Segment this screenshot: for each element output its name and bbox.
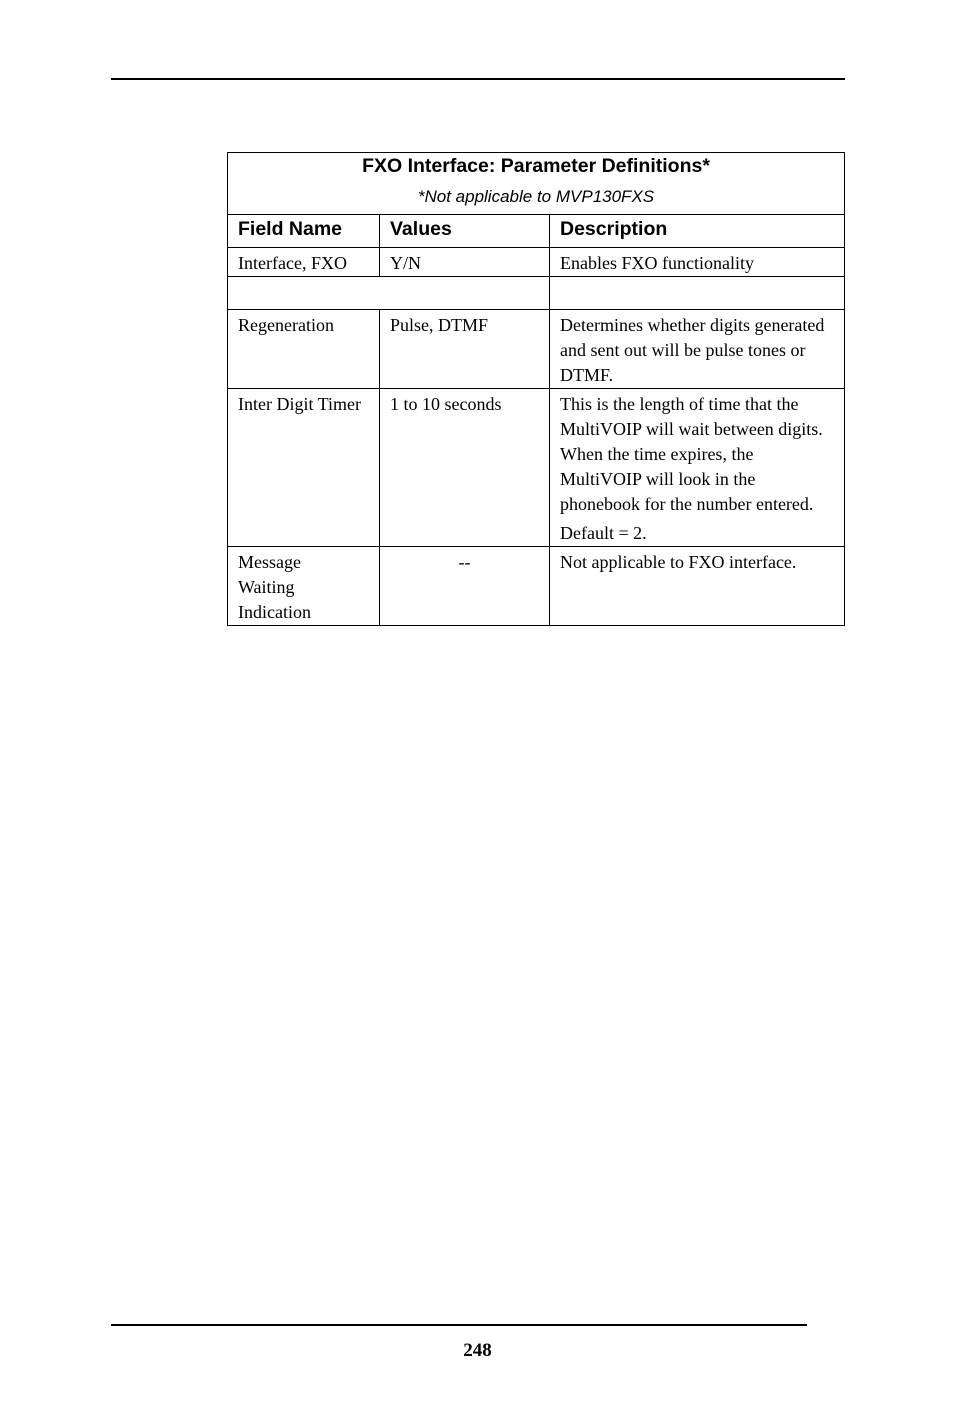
header-values: Values bbox=[380, 215, 550, 248]
row-values: 1 to 10 seconds bbox=[380, 389, 550, 547]
empty-cell-left bbox=[228, 277, 550, 310]
header-description: Description bbox=[550, 215, 845, 248]
table-row bbox=[228, 547, 845, 626]
table-row bbox=[228, 248, 845, 277]
footer-rule bbox=[111, 1324, 807, 1326]
table-row bbox=[228, 310, 845, 389]
row-values: Y/N bbox=[380, 248, 550, 277]
header-rule bbox=[111, 78, 845, 80]
parameter-definitions-table bbox=[227, 152, 845, 626]
row-values: -- bbox=[380, 547, 550, 626]
table-row-empty bbox=[228, 277, 845, 310]
table-title-cell bbox=[228, 153, 845, 215]
table-title: FXO Interface: Parameter Definitions* bbox=[362, 155, 710, 177]
row-description-cell bbox=[550, 389, 845, 547]
header-field-name: Field Name bbox=[228, 215, 380, 248]
page-number: 248 bbox=[463, 1340, 492, 1361]
row-description: Determines whether digits generated and sent out will be pulse tones or DTMF. bbox=[550, 310, 845, 389]
row-default-note: Default = 2. bbox=[560, 523, 647, 543]
table-row bbox=[228, 389, 845, 547]
table-title-row bbox=[228, 153, 845, 215]
table-header-row bbox=[228, 215, 845, 248]
empty-cell-right bbox=[550, 277, 845, 310]
row-field: Message Waiting Indication bbox=[228, 547, 380, 626]
row-field: Inter Digit Timer bbox=[228, 389, 380, 547]
row-field: Interface, FXO bbox=[228, 248, 380, 277]
table-subtitle: *Not applicable to MVP130FXS bbox=[417, 187, 655, 206]
row-description: Enables FXO functionality bbox=[550, 248, 845, 277]
row-description: Not applicable to FXO interface. bbox=[550, 547, 845, 626]
row-field: Regeneration bbox=[228, 310, 380, 389]
row-values: Pulse, DTMF bbox=[380, 310, 550, 389]
row-description: This is the length of time that the MultiVOIP will wait between digits. When the time expires, the MultiVOIP will look in the phonebook for the number entered. bbox=[560, 394, 823, 514]
